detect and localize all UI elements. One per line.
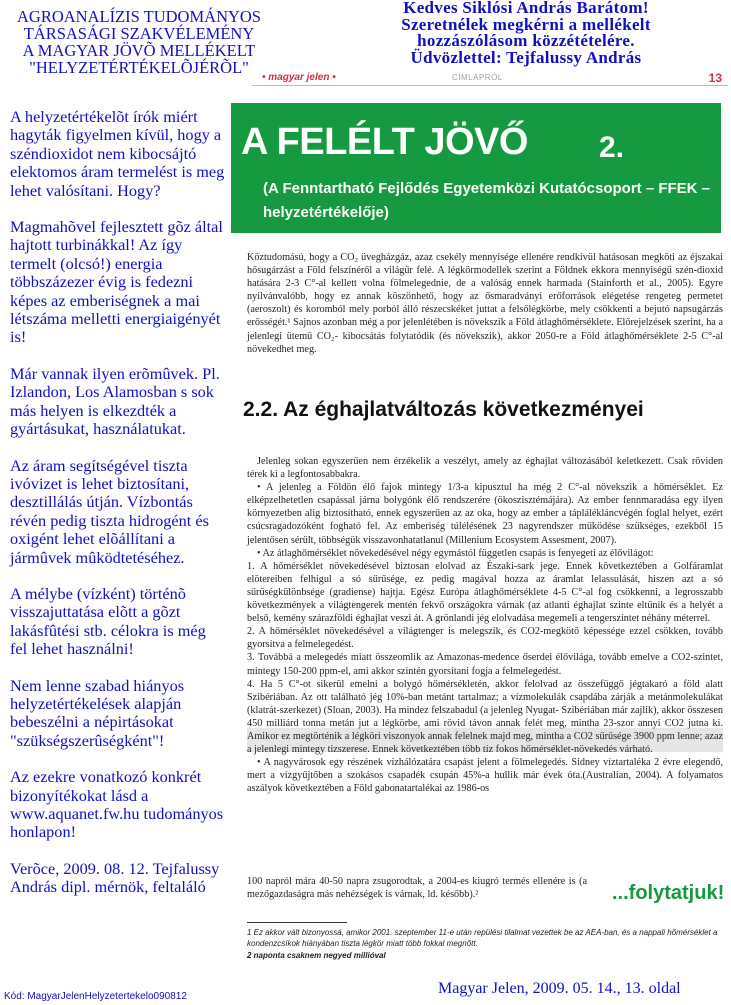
sidebar-paragraph: Az ezekre vonatkozó konkrét bizonyítékokat lásd a www.aquanet.fw.hu tudományos honlapon! bbox=[10, 767, 224, 842]
sidebar-signature: Verõce, 2009. 08. 12. Tejfalussy András dipl. mérnök, feltaláló bbox=[10, 858, 220, 897]
intro-paragraph: Köztudomású, hogy a CO₂ üvegházgáz, azaz csekély mennyisége ellenére rendkívül hatásosan megköti az éjszakai hősugárzást a Föld felszínéről a világűr felé. A légkörmodellek szerint a Földnek ekkora mennyiségű szén-dioxid hatására 2-3 C°-al kellett volna fölmelegednie, de a valóság ennek harmada (Stainforth et al., 2005). Egyre nyilvánvalóbb, hogy ez annak köszönhető, hogy az ősmaradványi erőforrások elégetése rengeteg permetet (aeroszolt) és koromból mely porból álló részecskéket juttat a felsőlégkörbe, mely csökkenti a bejutó napsugárzás erősségét.¹ Sajnos azonban még a por jelenlétében is növekszik a Föld átlaghőmérséklete. Előrejelzések szerint, ha a jelenlegi ütemű CO₂- kibocsátás folytatódik (és növekszik), akkor 2050-re a Föld átlaghőmérséklete 2-5 C°-al növekedhet meg. bbox=[247, 252, 723, 355]
sidebar-paragraph: Nem lenne szabad hiányos helyzetértékelések alapján bebeszélni a népirtásokat "szükségszerûségként"! bbox=[10, 675, 185, 750]
footnotes bbox=[247, 928, 723, 964]
source-citation: Magyar Jelen, 2009. 05. 14., 13. oldal bbox=[438, 980, 681, 997]
body-paragraph: Jelenleg sokan egyszerűen nem érzékelik a veszélyt, amely az éghajlat változásából keletkezett. Csak röviden térek ki a legfontosabbakra. bbox=[247, 456, 723, 481]
header-left-line: AGROANALÍZIS TUDOMÁNYOS bbox=[17, 7, 261, 26]
article-title: A FELÉLT JÖVŐ bbox=[241, 121, 528, 163]
footnote-divider bbox=[247, 922, 347, 923]
section-body bbox=[247, 455, 723, 795]
body-paragraph: 3. Továbbá a melegedés miatt összeomlik az Amazonas-medence őserdei élővilága, tovább emelve a CO2-szintet, mintegy 150-200 ppm-el, ami akkor szintén gyorsítani fogja a felmelegedést. bbox=[247, 652, 723, 677]
article-intro bbox=[247, 251, 723, 356]
header-left-line: TÁRSASÁGI SZAKVÉLEMÉNY bbox=[23, 24, 255, 43]
sidebar-commentary bbox=[10, 108, 225, 915]
continued-note: ...folytatjuk! bbox=[612, 882, 725, 904]
page-number: 13 bbox=[708, 71, 722, 85]
header-left bbox=[8, 8, 270, 76]
footnote: 1 Ez akkor vált bizonyossá, amikor 2001. szeptember 11-e után repülési tilalmat vezettek be az AEA-ban, és a nappali hőmérséklet a kondenzcsíkok hiányában tiszta légkör miatt több fokkal megnőtt. bbox=[247, 928, 718, 948]
sidebar-paragraph: Magmahõvel fejlesztett gõz által hajtott turbinákkal! Az így termelt (olcsó!) energia többszázezer évig is fedezni képes az emberiségnek a mai létszáma melletti energiaigényét is! bbox=[10, 217, 223, 347]
body-paragraph: • A nagyvárosok egy részének vízhálózatára csapást jelent a fölmelegedés. Sidney víztartaléka 2 évre elegendő, mert a vízgyűjtőben a szokásos csapadék csupán 45%-a hullik már évek óta.(Australian, 2004). A folyamatos aszályok következtében a Föld gabonatartalékai az 1986-os bbox=[247, 757, 723, 795]
body-paragraph: • Az átlaghőmérséklet növekedésével négy egymástól független csapás is fenyegeti az élővilágot: bbox=[257, 547, 654, 559]
sidebar-paragraph: Már vannak ilyen erõmûvek. Pl. Izlandon, Los Alamosban s sok más helyen is elkezdték a gyártásukat, használatukat. bbox=[10, 363, 220, 439]
header-left-line: "HELYZETÉRTÉKELÕJÉRÕL" bbox=[29, 58, 249, 77]
body-tail bbox=[247, 875, 587, 901]
body-paragraph: 4. Ha 5 C°-ot sikerül emelni a bolygó hőmérsékletén, akkor felolvad az összefüggő jégtakaró a föld alatt Szibériában. Az ott található jég 10%-ban metánt tartalmaz; a vízmolekulák csapdába zárják a metánmolekulákat (klatrát-szerkezet) (Sloan, 2003). Ha mindez felszabadul (a jelenleg Nyugat- Szibériában már zajlik), akkor összesen 450 milliárd tonna metán jut a légkörbe, ami rövid távon annak felét meg, mintha 23-szor annyi CO2 jutna ki. Amikor ez megtörténik a légköri viszonyok annak felelnek majd meg, mintha a CO2 sűrűsége 3900 ppm lenne; azaz a jelenlegi mintegy tizszerese. Ennek következtében több tíz fokos hőmérséklet-növekedés várható. bbox=[247, 678, 723, 756]
article-subtitle: (A Fenntartható Fejlődés Egyetemközi Kutatócsoport – FFEK – helyzetértékelője) bbox=[263, 180, 710, 221]
newspaper-brand: • magyar jelen • bbox=[262, 72, 336, 83]
header-right-line: Szeretnélek megkérni a mellékelt bbox=[401, 14, 651, 34]
section-heading: 2.2. Az éghajlatváltozás következményei bbox=[243, 398, 644, 421]
footnote: 2 naponta csaknem negyed millióval bbox=[247, 951, 386, 960]
sidebar-paragraph: A helyzetértékelõt írók miért hagyták figyelmen kívül, hogy a széndioxidot nem kibocsájtó elektomos áram termelést is meg lehet valósítani. Hogy? bbox=[10, 107, 225, 200]
article-part-number: 2. bbox=[599, 131, 625, 164]
divider bbox=[252, 85, 728, 86]
section-label: CÍMLAPRÓL bbox=[452, 73, 503, 82]
header-left-line: A MAGYAR JÖVÕ MELLÉKELT bbox=[22, 41, 256, 60]
body-paragraph: 1. A hőmérséklet növekedésével biztosan elolvad az Északi-sark jege. Ennek következtében a Golfáramlat elötereiben felhígul a só sűrűsége, ez pedig magával hozza az áramlat lelassulását, hiszen azt a só sűrűségkülönbsége (gradiense) hajtja. Egész Európa átlaghőmérséklete 4-5 C°-al fog csökkenni, a legrosszabb következmények a világtengerek mentén fekvő országokra várnak (az atlanti éghajlat szinte eltűnik és a helyét a belső, kemény szárazföldi éghajlat veszi át. A grönlandi jég elolvadása megemeli a tengerszintet néhány méterrel. bbox=[247, 560, 723, 625]
clip-header-bar bbox=[252, 71, 728, 89]
body-paragraph: • A jelenleg a Földön élő fajok mintegy 1/3-a kipusztul ha még 2 C°-al növekszik a hőmérséklet. Ez elképzelhetetlen csapással járna bolygónk élő rendszerére (ökoszisztémájára). Az ember fennmaradása egy ilyen környezetben alig biztosítható, ennek egyszerűen az az oka, hogy az ember a táplálékláncvégén foglal helyet, ezért csúcsragadozóként fogható fel. Az emberiség túlélésének 23 nagyrendszer működése szükséges, ezekből 15 jelentősen sérült, többségük visszavonhatatlanul (Millenium Ecosystem Assesment, 2007). bbox=[247, 482, 723, 546]
header-right-line: Kedves Siklósi András Barátom! bbox=[403, 0, 649, 17]
article-banner bbox=[231, 103, 721, 233]
header-right-line: Üdvözlettel: Tejfalussy András bbox=[410, 47, 642, 67]
sidebar-paragraph: A mélybe (vízként) történõ visszajuttatása elõtt a gõzt lakásfûtési stb. célokra is még fel lehet használni! bbox=[10, 583, 206, 659]
header-right bbox=[322, 0, 730, 66]
tail-paragraph: 100 napról mára 40-50 napra zsugorodtak, a 2004-es kiugró termés ellenére is (a mezőgazdaságra más nehézségek is várnak, ld. később).² bbox=[247, 876, 587, 901]
header-right-line: hozzászólásom közzétételére. bbox=[417, 31, 635, 50]
document-code: Kód: MagyarJelenHelyzetertekelo090812 bbox=[4, 991, 187, 1002]
body-paragraph: 2. A hőmérséklet növekedésével a világtenger is melegszik, és CO2-megkötő képessége ezzel csökken, tovább gyorsítva a felmelegedést. bbox=[247, 626, 723, 651]
sidebar-paragraph: Az áram segítségével tiszta ivóvizet is lehet biztosítani, desztillálás útján. Vízbontás révén pedig tiszta hidrogént és oxigént lehet elõállítani a jármûvek mûködtetéséhez. bbox=[10, 455, 209, 567]
